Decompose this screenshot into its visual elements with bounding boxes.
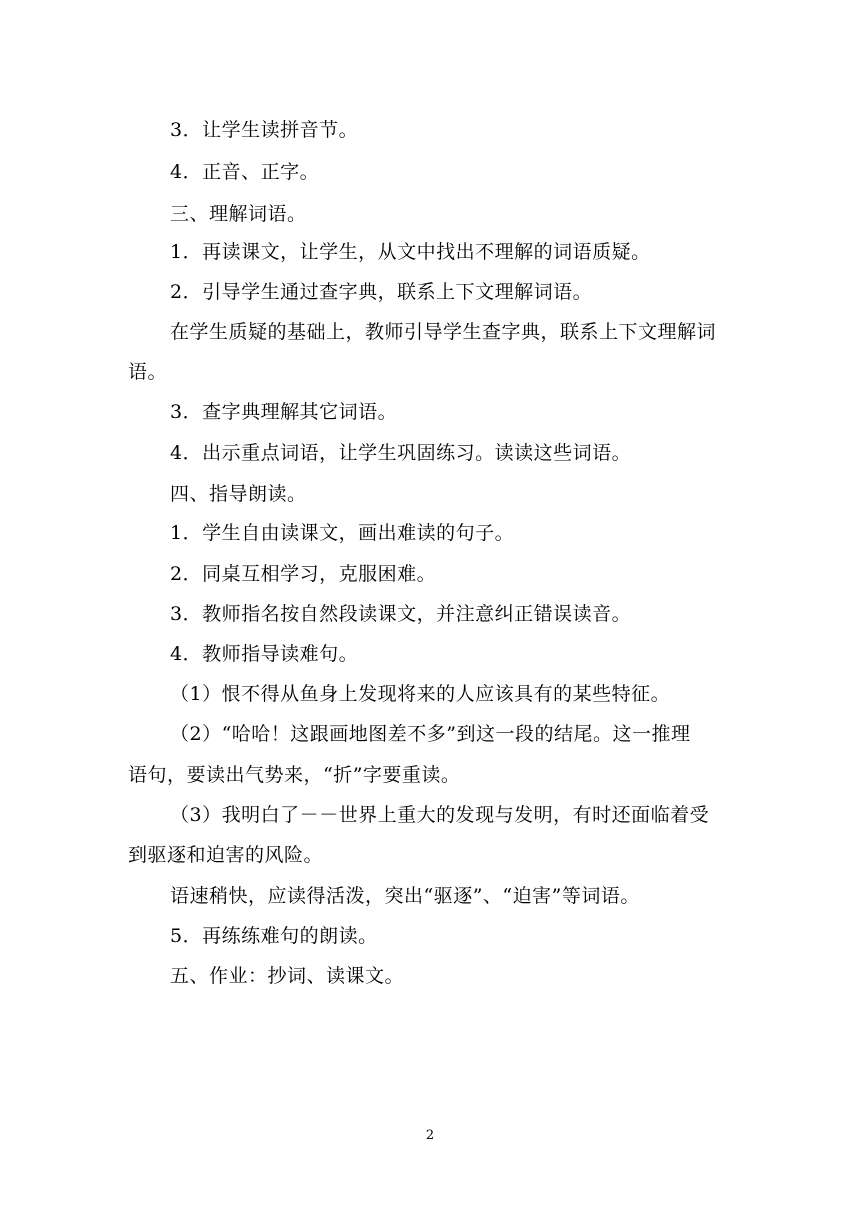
paragraph-line: 4．正音、正字。 [170, 161, 320, 183]
paragraph-line: （2）“哈哈！这跟画地图差不多”到这一段的结尾。这一推理 [170, 723, 691, 745]
paragraph-line: 2．同桌互相学习，克服困难。 [170, 563, 437, 585]
paragraph-line: 语。 [128, 361, 168, 383]
paragraph-line: 语句，要读出气势来，“折”字要重读。 [128, 764, 461, 786]
paragraph-line: （3）我明白了－－世界上重大的发现与发明，有时还面临着受 [170, 804, 710, 826]
paragraph-line: 2．引导学生通过查字典，联系上下文理解词语。 [170, 281, 593, 303]
paragraph-line: 1．学生自由读课文，画出难读的句子。 [170, 522, 515, 544]
paragraph-line: 语速稍快，应读得活泼，突出“驱逐”、“迫害”等词语。 [170, 885, 640, 907]
paragraph-line: 在学生质疑的基础上，教师引导学生查字典，联系上下文理解词 [170, 321, 717, 343]
paragraph-line: 1．再读课文，让学生，从文中找出不理解的词语质疑。 [170, 241, 651, 263]
section-heading: 四、指导朗读。 [170, 483, 307, 505]
paragraph-line: 3．让学生读拼音节。 [170, 119, 359, 141]
paragraph-line: 4．出示重点词语，让学生巩固练习。读读这些词语。 [170, 442, 632, 464]
paragraph-line: 3．查字典理解其它词语。 [170, 401, 398, 423]
page-number: 2 [425, 1128, 435, 1143]
paragraph-line: 4．教师指导读难句。 [170, 643, 359, 665]
section-heading: 五、作业：抄词、读课文。 [170, 965, 405, 987]
section-heading: 三、理解词语。 [170, 203, 307, 225]
paragraph-line: 3．教师指名按自然段读课文，并注意纠正错误读音。 [170, 603, 632, 625]
paragraph-line: （1）恨不得从鱼身上发现将来的人应该具有的某些特征。 [170, 683, 671, 705]
paragraph-line: 到驱逐和迫害的风险。 [128, 844, 324, 866]
paragraph-line: 5．再练练难句的朗读。 [170, 925, 378, 947]
